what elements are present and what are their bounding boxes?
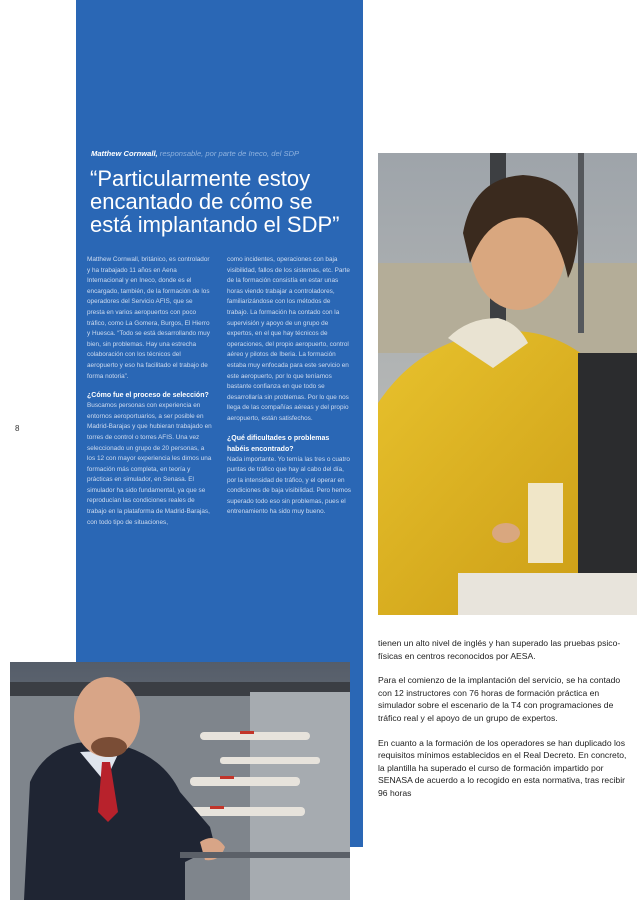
photo-control-tower-operator-image [378, 153, 637, 615]
headline-quote: “Particularmente estoy encantado de cómo se está implantando el SDP” [90, 166, 340, 237]
question-difficulties: ¿Qué dificultades o problemas habéis encontrado? [227, 434, 330, 453]
body-paragraph-2: Para el comienzo de la implantación del servicio, se ha contado con 12 instructores con 76 horas de formación práctica en simulador sobre el escenario de la T4 con programaciones de tráfico real y el apoyo de un grupo de expertos. [378, 675, 621, 723]
page-number: 8 [15, 424, 20, 433]
answer-difficulties: Nada importante. Yo temía las tres o cuatro puntas de tráfico que hay al cabo del día, por la intensidad de tráfico, y el operar en condiciones de baja visibilidad. Pero hemos superado todo eso sin problemas, pues el entrenamiento ha sido muy bueno. [227, 455, 351, 516]
body-paragraph-3: En cuanto a la formación de los operadores se han duplicado los requisitos mínimos establecidos en el Real Decreto. En concreto, la plantilla ha superado el curso de formación impartido por SENASA de acuerdo a lo recogido en esta normativa, tras recibir 96 horas [378, 737, 627, 798]
byline-name: Matthew Cornwall, [91, 149, 158, 158]
photo-control-tower-operator [378, 153, 637, 615]
intro-paragraph: Matthew Cornwall, británico, es controlador y ha trabajado 11 años en Aena Internacional y en Ineco, donde es el encargado, también, de la formación de los operadores del Servicio AFIS, que se presta en varios aeropuertos con poco tráfico, como La Gomera, Burgos, El Hierro y Huesca. “Todo se está desarrollando muy bien, sin problemas. Hay una estrecha colaboración con los técnicos del aeropuerto y eso ha facilitado el trabajo de forma notoria”. [87, 256, 210, 380]
interview-column-2 [227, 255, 352, 518]
article-body [378, 637, 630, 812]
answer-continuation: como incidentes, operaciones con baja visibilidad, fallos de los sistemas, etc. Parte de la formación consistía en estar unas horas viendo trabajar a controladores, familiarizándose con los métodos de trabajo. La formación ha contado con la supervisión y apoyo de un grupo de expertos, en el que hay técnicos de operaciones, del propio aeropuerto, control aéreo y pilotos de Iberia. La formación estaba muy enfocada para este servicio en este aeropuerto, por lo que teníamos bastante confianza en que todo se desarrollaría sin problemas. Por lo que nos llega de las compañías aéreas y del propio aeropuerto, están satisfechos. [227, 256, 350, 422]
photo-matthew-cornwall [10, 662, 350, 900]
byline-role: responsable, por parte de Ineco, del SDP [159, 149, 300, 158]
body-paragraph-1: tienen un alto nivel de inglés y han superado las pruebas psico-físicas en centros reconocidos por AESA. [378, 638, 621, 661]
answer-selection: Buscamos personas con experiencia en entornos aeroportuarios, a ser posible en Madrid-Barajas y que hubieran trabajado en torres de control o torres AFIS. Una vez seleccionado un grupo de 20 personas, a los 12 con mayor experiencia les dimos una formación más completa, en teoría y prácticas en simulador, en Senasa. El simulador ha sido fundamental, ya que se reproducían las condiciones reales de trabajo en la plataforma de Madrid-Barajas, con todo tipo de situaciones, [87, 402, 212, 526]
photo-matthew-cornwall-image [10, 662, 350, 900]
question-selection: ¿Cómo fue el proceso de selección? [87, 392, 209, 400]
interview-column-1 [87, 255, 212, 528]
byline [91, 149, 356, 158]
